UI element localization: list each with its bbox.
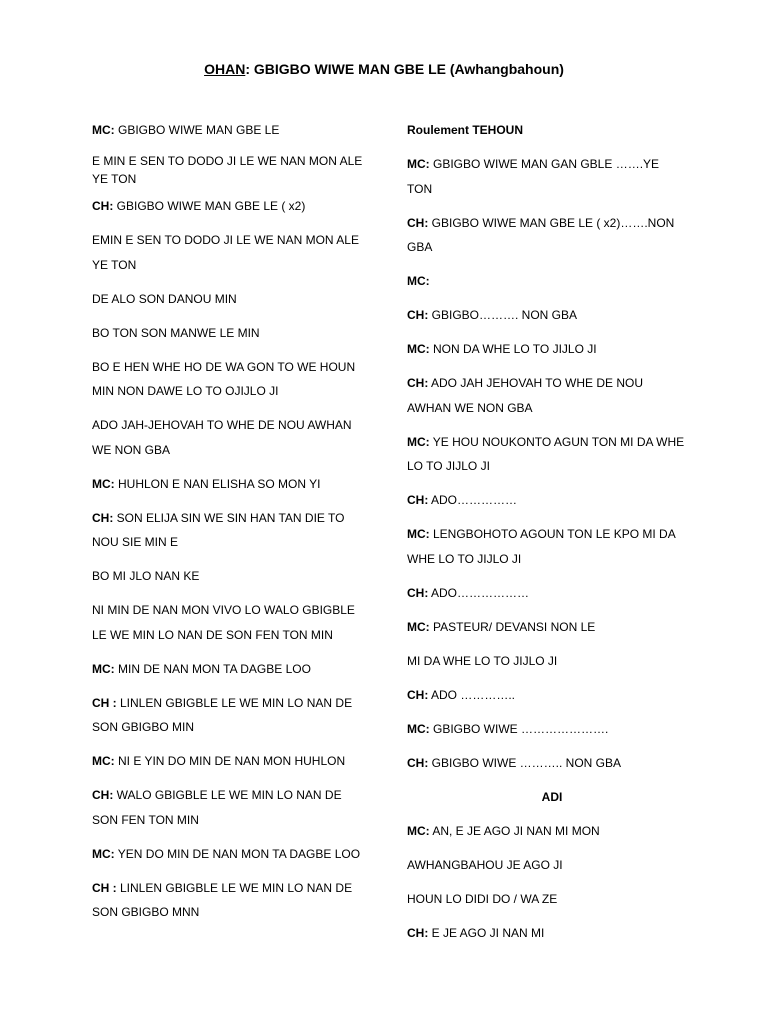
speaker-label: ADI: [541, 789, 563, 804]
speaker-label: CH:: [92, 788, 114, 802]
line-text: ADO………………: [428, 585, 530, 600]
speaker-label: MC:: [407, 527, 430, 541]
speaker-label: CH:: [407, 308, 429, 322]
verse-line: [407, 337, 687, 362]
verse-line: [407, 371, 687, 420]
line-text: WALO GBIGBLE LE WE MIN LO NAN DE SON FEN TON MIN: [92, 788, 342, 827]
title-prefix: OHAN: [204, 61, 246, 77]
verse-line: [92, 321, 367, 346]
line-text: MI DA WHE LO TO JIJLO JI: [407, 653, 558, 668]
verse-line: [407, 819, 687, 844]
verse-line: [407, 717, 687, 742]
line-text: E MIN E SEN TO DODO JI LE WE NAN MON ALE YE TON: [92, 154, 363, 186]
line-text: AWHANGBAHOU JE AGO JI: [407, 857, 563, 872]
section-heading: [407, 785, 687, 810]
line-text: ADO JAH JEHOVAH TO WHE DE NOU AWHAN WE NON GBA: [407, 376, 644, 415]
speaker-label: CH:: [407, 925, 429, 940]
speaker-label: MC:: [407, 823, 430, 838]
speaker-label: MC:: [92, 846, 115, 861]
verse-line: [92, 691, 367, 740]
speaker-label: MC:: [407, 721, 430, 736]
speaker-label: MC:: [407, 434, 430, 449]
line-text: HUHLON E NAN ELISHA SO MON YI: [114, 476, 321, 491]
line-text: GBIGBO WIWE MAN GBE LE: [114, 123, 280, 137]
speaker-label: MC:: [407, 342, 430, 356]
speaker-label: CH:: [407, 376, 429, 390]
line-text: LINLEN GBIGBLE LE WE MIN LO NAN DE SON GBIGBO MNN: [92, 880, 353, 919]
line-text: LINLEN GBIGBLE LE WE MIN LO NAN DE SON GBIGBO MIN: [92, 695, 353, 734]
verse-line: [92, 783, 367, 832]
verse-line: [407, 615, 687, 640]
speaker-label: MC:: [92, 754, 115, 768]
line-text: BO E HEN WHE HO DE WA GON TO WE HOUN MIN NON DAWE LO TO OJIJLO JI: [92, 359, 356, 398]
line-text: YEN DO MIN DE NAN MON TA DAGBE LOO: [114, 846, 361, 861]
verse-line: [92, 152, 367, 188]
verse-line: [92, 118, 367, 143]
line-text: BO MI JLO NAN KE: [92, 569, 200, 583]
line-text: E JE AGO JI NAN MI: [428, 925, 545, 940]
verse-line: [407, 269, 687, 294]
line-text: HOUN LO DIDI DO / WA ZE: [407, 891, 558, 906]
speaker-label: CH:: [407, 687, 429, 702]
verse-line: [407, 683, 687, 708]
line-text: GBIGBO WIWE MAN GAN GBLE …….YE TON: [407, 157, 660, 196]
line-text: NI E YIN DO MIN DE NAN MON HUHLON: [114, 754, 346, 768]
line-text: SON ELIJA SIN WE SIN HAN TAN DIE TO NOU SIE MIN E: [92, 510, 345, 549]
section-heading: [407, 118, 687, 143]
line-text: MIN DE NAN MON TA DAGBE LOO: [114, 661, 311, 676]
verse-line: [92, 876, 367, 925]
verse-line: [407, 152, 687, 201]
line-text: GBIGBO WIWE ……….. NON GBA: [428, 755, 622, 770]
verse-line: [92, 842, 367, 867]
title-rest: : GBIGBO WIWE MAN GBE LE (Awhangbahoun): [245, 61, 564, 77]
line-text: GBIGBO WIWE MAN GBE LE ( x2)…….NON GBA: [407, 215, 675, 254]
verse-line: [92, 355, 367, 404]
line-text: GBIGBO………. NON GBA: [428, 308, 578, 322]
page-title: [0, 61, 768, 77]
verse-line: [92, 598, 367, 647]
speaker-label: CH:: [407, 493, 429, 507]
speaker-label: MC:: [407, 157, 430, 171]
speaker-label: MC:: [92, 661, 115, 676]
speaker-label: CH:: [92, 199, 114, 213]
speaker-label: MC:: [407, 619, 430, 634]
verse-line: [407, 522, 687, 571]
speaker-label: MC:: [92, 476, 115, 491]
verse-line: [407, 751, 687, 776]
verse-line: [407, 303, 687, 328]
speaker-label: CH :: [92, 695, 117, 710]
speaker-label: MC:: [92, 123, 115, 137]
speaker-label: CH:: [407, 215, 429, 230]
verse-line: [407, 430, 687, 479]
line-text: EMIN E SEN TO DODO JI LE WE NAN MON ALE YE TON: [92, 233, 359, 272]
speaker-label: CH:: [407, 585, 429, 600]
verse-line: [407, 488, 687, 513]
line-text: BO TON SON MANWE LE MIN: [92, 325, 260, 340]
line-text: LENGBOHOTO AGOUN TON LE KPO MI DA WHE LO TO JIJLO JI: [407, 527, 676, 566]
verse-line: [92, 564, 367, 589]
speaker-label: CH:: [407, 755, 429, 770]
verse-line: [92, 506, 367, 555]
speaker-label: MC:: [407, 274, 430, 288]
verse-line: [407, 649, 687, 674]
line-text: NI MIN DE NAN MON VIVO LO WALO GBIGBLE LE WE MIN LO NAN DE SON FEN TON MIN: [92, 603, 355, 642]
line-text: GBIGBO WIWE MAN GBE LE ( x2): [113, 199, 306, 213]
left-column: [92, 118, 367, 934]
line-text: ADO JAH-JEHOVAH TO WHE DE NOU AWHAN WE NON GBA: [92, 418, 352, 457]
verse-line: [92, 228, 367, 277]
verse-line: [407, 581, 687, 606]
line-text: AN, E JE AGO JI NAN MI MON: [429, 823, 600, 838]
verse-line: [92, 657, 367, 682]
line-text: PASTEUR/ DEVANSI NON LE: [429, 619, 596, 634]
verse-line: [92, 287, 367, 312]
line-text: NON DA WHE LO TO JIJLO JI: [429, 342, 597, 356]
line-text: YE HOU NOUKONTO AGUN TON MI DA WHE LO TO JIJLO JI: [407, 434, 685, 473]
line-text: ADO……………: [428, 493, 518, 507]
verse-line: [92, 413, 367, 462]
verse-line: [407, 921, 687, 946]
verse-line: [407, 211, 687, 260]
verse-line: [92, 472, 367, 497]
speaker-label: CH :: [92, 880, 117, 895]
speaker-label: Roulement TEHOUN: [407, 123, 524, 137]
right-column: [407, 118, 687, 955]
verse-line: [407, 887, 687, 912]
speaker-label: CH:: [92, 510, 114, 525]
verse-line: [92, 194, 367, 219]
verse-line: [407, 853, 687, 878]
line-text: GBIGBO WIWE ………………….: [429, 721, 609, 736]
verse-line: [92, 749, 367, 774]
line-text: ADO …………..: [428, 687, 516, 702]
line-text: DE ALO SON DANOU MIN: [92, 291, 237, 306]
